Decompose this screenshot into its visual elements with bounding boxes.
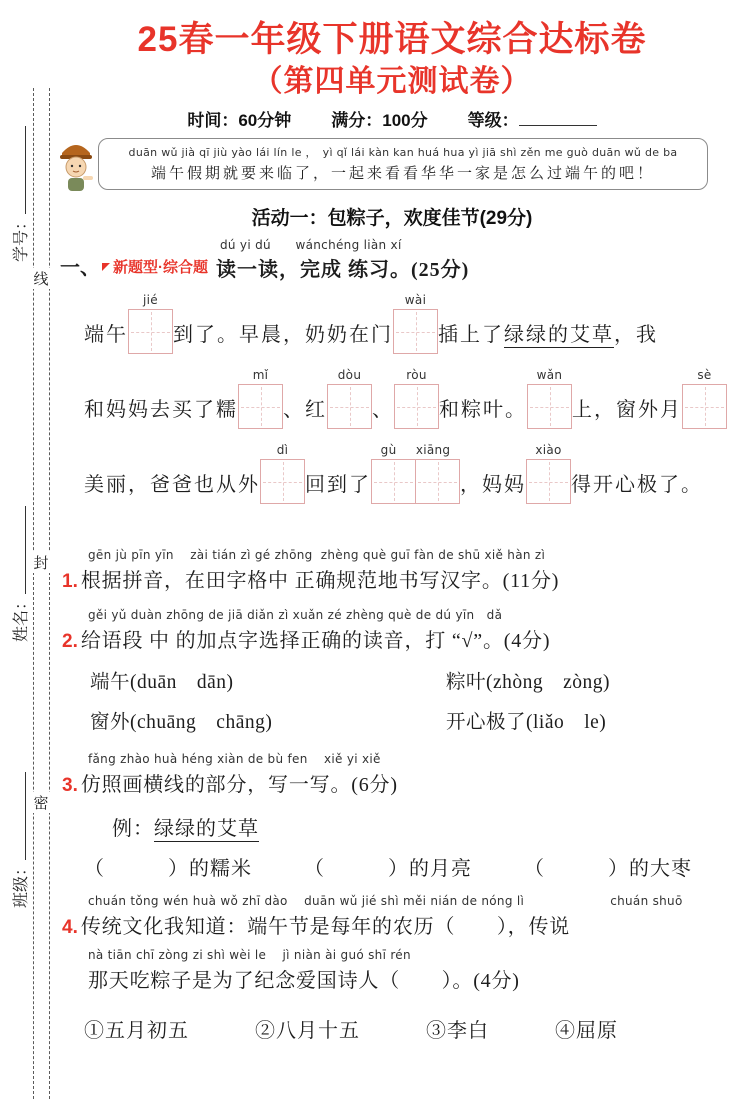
passage-text: 插上了 xyxy=(438,324,504,346)
pinyin-hint: sè xyxy=(697,368,712,382)
option-chuangwai[interactable]: 窗外(chuāng chāng) xyxy=(90,712,273,733)
section-pinyin: dú yi dú wánchéng liàn xí xyxy=(220,238,402,252)
passage-text: 和粽叶。 xyxy=(439,399,527,421)
pinyin-hint: xiào xyxy=(535,443,562,457)
name-blank[interactable] xyxy=(10,506,26,594)
score-label: 满分：100分 xyxy=(331,111,428,130)
passage-text: 到了。早晨，奶奶在门 xyxy=(173,324,393,346)
name-text: 姓名： xyxy=(13,593,30,642)
question-4-choices xyxy=(84,1014,618,1043)
time-label: 时间：60分钟 xyxy=(187,111,292,130)
student-id-text: 学号： xyxy=(13,213,30,262)
reading-passage xyxy=(84,292,712,517)
option-duanwu[interactable]: 端午(duān dān) xyxy=(90,672,234,693)
seal-char: 密 xyxy=(31,792,51,813)
tianzige-box[interactable] xyxy=(415,459,460,504)
class-text: 班级： xyxy=(13,859,30,908)
student-id-blank[interactable] xyxy=(10,126,26,214)
question-4-continued xyxy=(62,946,722,993)
tianzige-box[interactable] xyxy=(371,459,416,504)
pinyin-hint: ròu xyxy=(406,368,427,382)
writing-grid[interactable] xyxy=(327,367,372,429)
section-number: 一、 xyxy=(60,257,100,279)
question-1-number: 1. xyxy=(62,571,78,592)
writing-grid[interactable] xyxy=(128,292,173,354)
question-4-number: 4. xyxy=(62,917,78,938)
passage-text: 上，窗外月 xyxy=(572,399,682,421)
blank-nuomi[interactable]: （ ）的糯米 xyxy=(84,858,252,880)
tianzige-box[interactable] xyxy=(393,309,438,354)
question-2-options-row-2 xyxy=(90,706,716,734)
passage-line-1 xyxy=(84,292,708,354)
section-one-header xyxy=(60,236,469,282)
pinyin-hint: wài xyxy=(404,293,427,307)
passage-text: 端午 xyxy=(84,324,128,346)
section-title: 读一读，完成 练习。(25分) xyxy=(216,259,470,281)
question-1-text: 根据拼音，在田字格中 正确规范地书写汉字。(11分) xyxy=(80,570,560,592)
seal-dashed-line xyxy=(33,88,34,1099)
passage-line-3 xyxy=(84,442,708,504)
passage-text: 得开心极了。 xyxy=(571,474,703,496)
question-2-options-row-1 xyxy=(90,666,716,694)
question-2-pinyin: gěi yǔ duàn zhōng de jiā diǎn zì xuǎn zé zhèng què de dú yīn dǎ xyxy=(88,608,503,622)
pinyin-hint: jié xyxy=(143,293,158,307)
activity-heading: 活动一：包粽子，欢度佳节(29分) xyxy=(251,208,533,229)
option-kaixinjile[interactable]: 开心极了(liǎo le) xyxy=(446,712,607,733)
tianzige-box[interactable] xyxy=(527,384,572,429)
passage-text: 回到了 xyxy=(305,474,371,496)
pinyin-hint: dòu xyxy=(337,368,362,382)
paper-subtitle: （第四单元测试卷） xyxy=(252,65,532,98)
blank-yueliang[interactable]: （ ）的月亮 xyxy=(304,858,472,880)
tianzige-box[interactable] xyxy=(394,384,439,429)
option-zongye[interactable]: 粽叶(zhòng zòng) xyxy=(446,672,611,693)
example-label: 例： xyxy=(112,818,154,840)
tianzige-box[interactable] xyxy=(327,384,372,429)
pinyin-hint: dì xyxy=(276,443,289,457)
question-4-text-1: 传统文化我知道：端午节是每年的农历（ ），传说 xyxy=(80,916,571,938)
writing-grid[interactable] xyxy=(527,367,572,429)
writing-grid[interactable] xyxy=(238,367,283,429)
question-2 xyxy=(62,606,722,653)
grade-label: 等级： xyxy=(468,106,597,131)
question-1 xyxy=(62,546,722,593)
writing-grid[interactable] xyxy=(393,292,438,354)
blank-dazao[interactable]: （ ）的大枣 xyxy=(524,858,692,880)
writing-grid[interactable] xyxy=(260,442,305,504)
writing-grid-double[interactable] xyxy=(371,442,460,504)
seal-char: 封 xyxy=(31,552,51,573)
question-2-text: 给语段 中 的加点字选择正确的读音，打 “√”。(4分) xyxy=(80,630,551,652)
tianzige-box[interactable] xyxy=(260,459,305,504)
question-3-pinyin: fǎng zhào huà héng xiàn de bù fen xiě yi xiě xyxy=(88,752,381,766)
class-blank[interactable] xyxy=(10,772,26,860)
badge-flag-icon xyxy=(102,263,110,271)
seal-dashed-line xyxy=(49,88,50,1099)
question-3-text: 仿照画横线的部分，写一写。(6分) xyxy=(80,774,398,796)
passage-line-2 xyxy=(84,367,712,429)
passage-underlined-phrase: 绿绿的艾草 xyxy=(504,324,614,346)
intro-text: 端午假期就要来临了，一起来看看华华一家是怎么过端午的吧！ xyxy=(150,166,655,182)
name-label xyxy=(8,506,31,642)
tianzige-box[interactable] xyxy=(682,384,727,429)
tianzige-box[interactable] xyxy=(128,309,173,354)
passage-text: ，妈妈 xyxy=(460,474,526,496)
passage-text: 美丽，爸爸也从外 xyxy=(84,474,260,496)
example-underlined: 绿绿的艾草 xyxy=(154,818,259,840)
class-label xyxy=(8,772,31,908)
question-4-pinyin-1: chuán tǒng wén huà wǒ zhī dào duān wǔ jié shì měi nián de nóng lì chuán shuō xyxy=(88,894,683,908)
question-4 xyxy=(62,892,722,939)
choice-1[interactable]: ①五月初五 xyxy=(84,1020,189,1042)
writing-grid[interactable] xyxy=(394,367,439,429)
tianzige-box[interactable] xyxy=(238,384,283,429)
pinyin-hint: xiāng xyxy=(415,443,451,457)
intro-bubble xyxy=(98,138,708,190)
mascot-icon xyxy=(54,133,98,193)
pinyin-hint: mǐ xyxy=(252,368,269,382)
passage-text: 、 xyxy=(372,399,394,421)
writing-grid[interactable] xyxy=(682,367,727,429)
passage-text: 和妈妈去买了糯 xyxy=(84,399,238,421)
question-4-text-2: 那天吃粽子是为了纪念爱国诗人（ ）。(4分) xyxy=(88,970,520,992)
new-question-type-badge: 新题型·综合题 xyxy=(102,256,208,282)
question-1-pinyin: gēn jù pīn yīn zài tián zì gé zhōng zhèng què guī fàn de shū xiě hàn zì xyxy=(88,548,546,562)
writing-grid[interactable] xyxy=(526,442,571,504)
tianzige-box[interactable] xyxy=(526,459,571,504)
meta-row xyxy=(56,106,728,131)
question-4-pinyin-2: nà tiān chī zòng zi shì wèi le jì niàn ài guó shī rén xyxy=(88,948,411,962)
question-3-example xyxy=(112,812,259,841)
intro-pinyin: duān wǔ jià qī jiù yào lái lín le ， yì qǐ lái kàn kan huá hua yì jiā shì zěn me guò duān wǔ de ba xyxy=(128,146,678,159)
choice-3[interactable]: ③李白 xyxy=(426,1020,489,1042)
choice-2[interactable]: ②八月十五 xyxy=(255,1020,360,1042)
passage-text: 、红 xyxy=(283,399,327,421)
pinyin-hint: gù xyxy=(380,443,397,457)
question-3 xyxy=(62,750,722,797)
student-id-label xyxy=(8,126,31,262)
question-2-number: 2. xyxy=(62,631,78,652)
paper-title: 25春一年级下册语文综合达标卷 xyxy=(137,20,647,59)
passage-text: ，我 xyxy=(614,324,658,346)
seal-char: 线 xyxy=(31,268,51,289)
question-3-number: 3. xyxy=(62,775,78,796)
question-3-blanks xyxy=(84,852,692,881)
grade-blank[interactable] xyxy=(519,110,597,126)
choice-4[interactable]: ④屈原 xyxy=(555,1020,618,1042)
pinyin-hint: wǎn xyxy=(536,368,563,382)
